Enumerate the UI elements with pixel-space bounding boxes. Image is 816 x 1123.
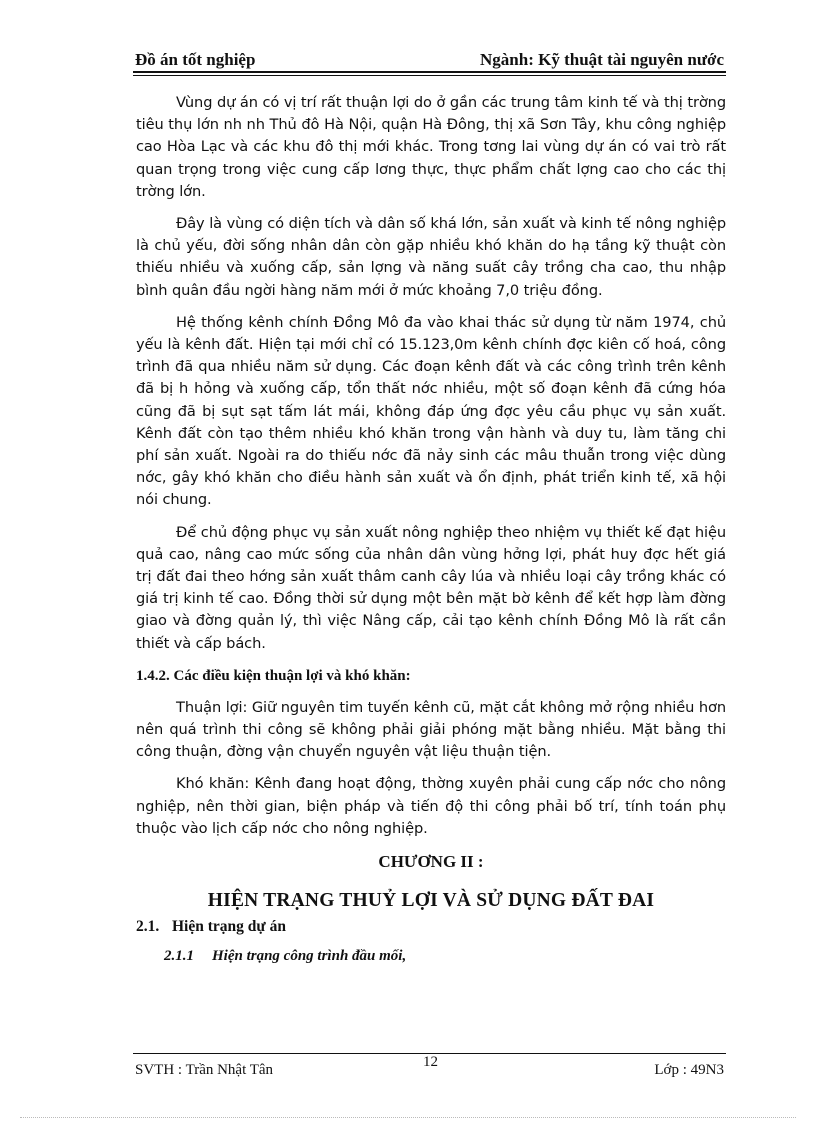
footer-student: SVTH : Trần Nhật Tân bbox=[135, 1062, 274, 1078]
chapter-title: HIỆN TRẠNG THUỶ LỢI VÀ SỬ DỤNG ĐẤT ĐAI bbox=[207, 890, 655, 912]
page-header bbox=[133, 50, 726, 72]
paragraph-necessity: Để chủ động phục vụ sản xuất nông nghiệp theo nhiệm vụ thiết kế đạt hiệu quả cao, nâng cao mức sống của nhân dân vùng hởng lợi, phát huy đợc hết giá trị đất đai theo hớng sản xuất thâm canh cây lúa và nhiều loại cây trồng khác có giá trị kinh tế cao. Đồng thời sử dụng một bên mặt bờ kênh để kết hợp làm đờng giao và đờng quản lý, thì việc Nâng cấp, cải tạo kênh chính Đồng Mô là rất cần thiết và cấp bách. bbox=[136, 523, 726, 652]
section-heading bbox=[136, 918, 726, 936]
page-number: 12 bbox=[423, 1054, 438, 1070]
paragraph-advantages: Thuận lợi: Giữ nguyên tim tuyến kênh cũ, mặt cắt không mở rộng nhiều hơn nên quá trình thi công sẽ không phải giải phóng mặt bằng nhiều. Mặt bằng thi công thuận, đờng vận chuyển nguyên vật liệu thuận tiện. bbox=[136, 698, 726, 761]
subsection-heading bbox=[164, 948, 726, 965]
paragraph-difficulties: Khó khăn: Kênh đang hoạt động, thờng xuyên phải cung cấp nớc cho nông nghiệp, nên thời gian, biện pháp và tiến độ thi công phải bố trí, tính toán phụ thuộc vào lịch cấp nớc cho nông nghiệp. bbox=[136, 775, 726, 837]
section-title: Hiện trạng dự án bbox=[172, 918, 286, 936]
paragraph-location: Vùng dự án có vị trí rất thuận lợi do ở gần các trung tâm kinh tế và thị trờng tiêu thụ lớn nh nh Thủ đô Hà Nội, quận Hà Đông, thị xã Sơn Tây, khu công nghiệp cao Hòa Lạc và các khu đô thị mới khác. Trong tơng lai vùng dự án có vai trò rất quan trọng trong việc cung cấp lơng thực, thực phẩm chất lợng cao cho các thị trờng lớn. bbox=[136, 94, 726, 200]
page-bottom-border bbox=[20, 1117, 796, 1118]
subsection-title: Hiện trạng công trình đầu mối, bbox=[212, 948, 407, 965]
paragraph-population: Đây là vùng có diện tích và dân số khá lớn, sản xuất và kinh tế nông nghiệp là chủ yếu, đời sống nhân dân còn gặp nhiều khó khăn do hạ tầng kỹ thuật còn thiếu nhiều và xuống cấp, sản lợng và năng suất cây trồng cha cao, thu nhập bình quân đầu ngời hàng năm mới ở mức khoảng 7,0 triệu đồng. bbox=[136, 215, 726, 299]
header-major-label: Ngành: Kỹ thuật tài nguyên nước bbox=[480, 50, 724, 69]
subsection-number: 2.1.1 bbox=[164, 948, 194, 965]
chapter-heading: CHƯƠNG II : bbox=[378, 852, 484, 872]
body-content bbox=[136, 92, 726, 965]
page-footer bbox=[133, 1056, 726, 1076]
subheading-conditions: 1.4.2. Các điều kiện thuận lợi và khó khăn: bbox=[136, 667, 411, 684]
section-number: 2.1. bbox=[136, 918, 160, 936]
header-thesis-label: Đồ án tốt nghiệp bbox=[135, 50, 256, 69]
paragraph-canal-system: Hệ thống kênh chính Đồng Mô đa vào khai thác sử dụng từ năm 1974, chủ yếu là kênh đất. Hiện tại mới chỉ có 15.123,0m kênh chính đợc kiên cố hoá, công trình đã qua nhiều năm sử dụng. Các đoạn kênh đất và các công trình trên kênh đã bị h hỏng và xuống cấp, tổn thất nớc nhiều, một số đoạn kênh đã cứng hóa cũng đã bị sụt sạt tấm lát mái, không đáp ứng đợc yêu cầu phục vụ sản xuất. Kênh đất còn tạo thêm nhiều khó khăn trong vận hành và duy tu, làm tăng chi phí sản xuất. Ngoài ra do thiếu nớc đã nảy sinh các mâu thuẫn trong việc dùng nớc, gây khó khăn cho điều hành sản xuất và ổn định, phát triển kinh tế, xã hội nói chung. bbox=[136, 313, 726, 509]
footer-class: Lớp : 49N3 bbox=[654, 1062, 724, 1078]
header-rule bbox=[133, 71, 726, 73]
header-rule-thin bbox=[133, 75, 726, 76]
